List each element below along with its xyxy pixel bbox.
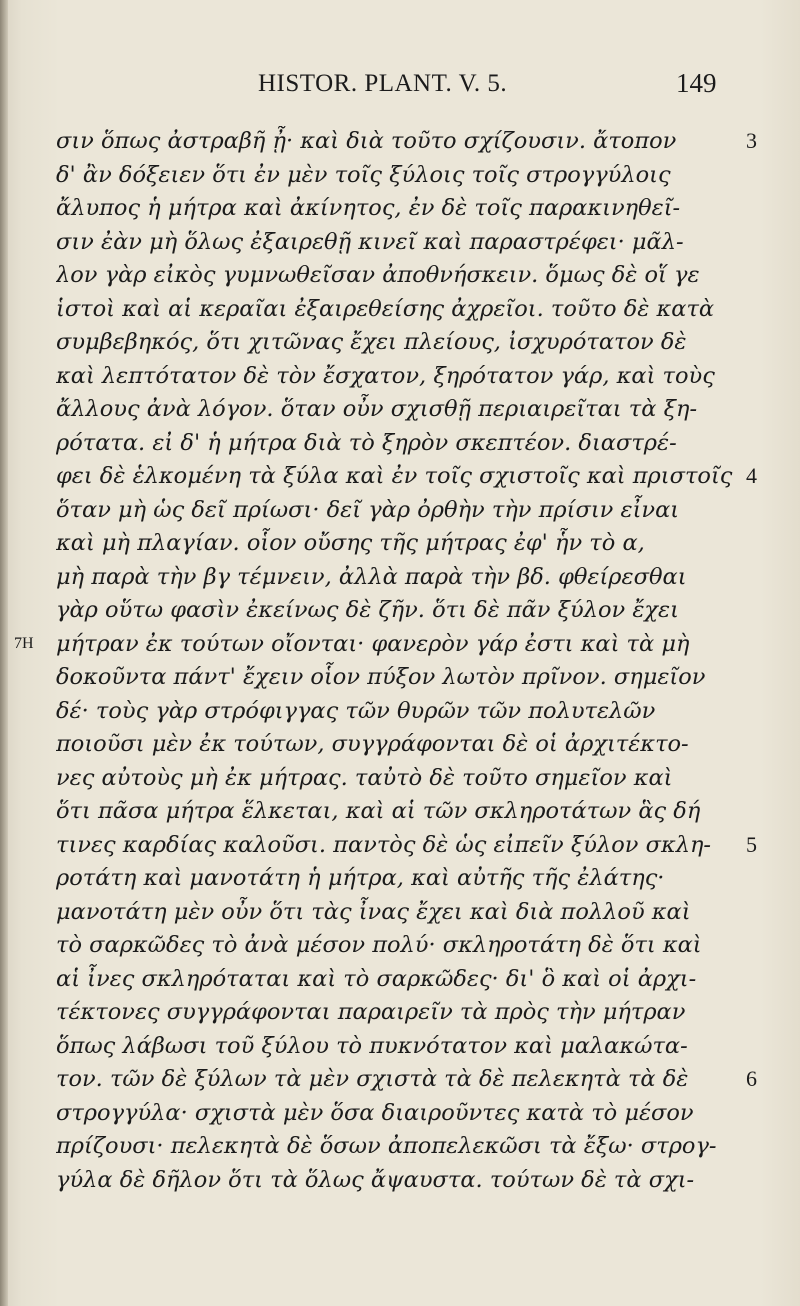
text-line: λον γὰρ εἰκὸς γυμνωθεῖσαν ἀποθνήσκειν. ὅμως δὲ οἵ γε (56, 262, 700, 288)
text-line: ὅταν μὴ ὡς δεῖ πρίωσι· δεῖ γὰρ ὀρθὴν τὴν πρίσιν εἶναι (56, 496, 680, 523)
section-number: 5 (746, 831, 757, 857)
text-line: πρίζουσι· πελεκητὰ δὲ ὅσων ἀποπελεκῶσι τὰ ἔξω· στρογ- (56, 1133, 717, 1159)
text-line: νες αὐτοὺς μὴ ἐκ μήτρας. ταὐτὸ δὲ τοῦτο σημεῖον καὶ (56, 764, 673, 791)
text-line: δ' ἂν δόξειεν ὅτι ἐν μὲν τοῖς ξύλοις τοῖς στρογγύλοις (56, 161, 671, 188)
text-line: ἄλλους ἀνὰ λόγον. ὅταν οὖν σχισθῇ περιαιρεῖται τὰ ξη- (56, 396, 698, 422)
text-line: μὴ παρὰ τὴν βγ τέμνειν, ἀλλὰ παρὰ τὴν βδ. φθείρεσθαι (56, 563, 687, 590)
page-header (0, 66, 800, 106)
text-line: μήτραν ἐκ τούτων οἴονται· φανερὸν γάρ ἐστι καὶ τὰ μὴ (56, 630, 690, 657)
binding-gutter (0, 0, 8, 1306)
running-head: HISTOR. PLANT. V. 5. (258, 70, 508, 97)
text-line: ὅπως λάβωσι τοῦ ξύλου τὸ πυκνότατον καὶ μαλακώτα- (56, 1032, 688, 1059)
text-line: σιν ἐὰν μὴ ὅλως ἐξαιρεθῇ κινεῖ καὶ παραστρέφει· μᾶλ- (56, 228, 684, 255)
text-line: αἱ ἶνες σκληρόταται καὶ τὸ σαρκῶδες· δι' ὃ καὶ οἱ ἀρχι- (56, 965, 697, 992)
text-line: ποιοῦσι μὲν ἐκ τούτων, συγγράφονται δὲ οἱ ἀρχιτέκτο- (56, 731, 689, 757)
text-line: δοκοῦντα πάντ' ἔχειν οἷον πύξον λωτὸν πρῖνον. σημεῖον (56, 664, 706, 690)
text-line: σιν ὅπως ἀστραβῆ ᾖ· καὶ διὰ τοῦτο σχίζουσιν. ἄτοπον (56, 128, 677, 154)
text-line: ὅτι πᾶσα μήτρα ἕλκεται, καὶ αἱ τῶν σκληροτάτων ἃς δή (56, 798, 701, 824)
signature-mark: 7H (14, 634, 34, 652)
text-line: τέκτονες συγγράφονται παραιρεῖν τὰ πρὸς τὴν μήτραν (56, 999, 686, 1025)
text-line: ἄλυπος ἡ μήτρα καὶ ἀκίνητος, ἐν δὲ τοῖς παρακινηθεῖ- (56, 195, 681, 221)
text-line: γὰρ οὕτω φασὶν ἐκείνως δὲ ζῆν. ὅτι δὲ πᾶν ξύλον ἔχει (56, 597, 679, 623)
section-number: 3 (746, 128, 757, 153)
text-line: δέ· τοὺς γὰρ στρόφιγγας τῶν θυρῶν τῶν πολυτελῶν (56, 697, 656, 724)
text-line: συμβεβηκός, ὅτι χιτῶνας ἔχει πλείους, ἰσχυρότατον δὲ (56, 329, 687, 355)
text-line: ρότατα. εἰ δ' ἡ μήτρα διὰ τὸ ξηρὸν σκεπτέον. διαστρέ- (56, 429, 677, 456)
section-number: 4 (746, 463, 757, 488)
page-number: 149 (676, 68, 717, 98)
text-line: γύλα δὲ δῆλον ὅτι τὰ ὅλως ἄψαυστα. τούτων δὲ τὰ σχι- (56, 1166, 695, 1193)
text-line: φει δὲ ἑλκομένη τὰ ξύλα καὶ ἐν τοῖς σχιστοῖς καὶ πριστοῖς (56, 463, 733, 489)
text-line: καὶ μὴ πλαγίαν. οἷον οὔσης τῆς μήτρας ἐφ' ἧν τὸ α, (56, 530, 645, 556)
text-line: τον. τῶν δὲ ξύλων τὰ μὲν σχιστὰ τὰ δὲ πελεκητὰ τὰ δὲ (56, 1066, 689, 1092)
text-line: μανοτάτη μὲν οὖν ὅτι τὰς ἶνας ἔχει καὶ διὰ πολλοῦ καὶ (56, 898, 691, 925)
section-number: 6 (746, 1066, 757, 1091)
text-line: στρογγύλα· σχιστὰ μὲν ὅσα διαιροῦντες κατὰ τὸ μέσον (56, 1099, 694, 1126)
text-line: τὸ σαρκῶδες τὸ ἀνὰ μέσον πολύ· σκληροτάτη δὲ ὅτι καὶ (56, 932, 702, 958)
text-line: ἱστοὶ καὶ αἱ κεραῖαι ἐξαιρεθείσης ἀχρεῖοι. τοῦτο δὲ κατὰ (56, 295, 715, 322)
text-line: καὶ λεπτότατον δὲ τὸν ἔσχατον, ξηρότατον γάρ, καὶ τοὺς (56, 362, 715, 389)
text-line: ροτάτη καὶ μανοτάτη ἡ μήτρα, καὶ αὐτῆς τῆς ἐλάτης· (56, 865, 665, 891)
text-line: τινες καρδίας καλοῦσι. παντὸς δὲ ὡς εἰπεῖν ξύλον σκλη- (56, 831, 712, 858)
